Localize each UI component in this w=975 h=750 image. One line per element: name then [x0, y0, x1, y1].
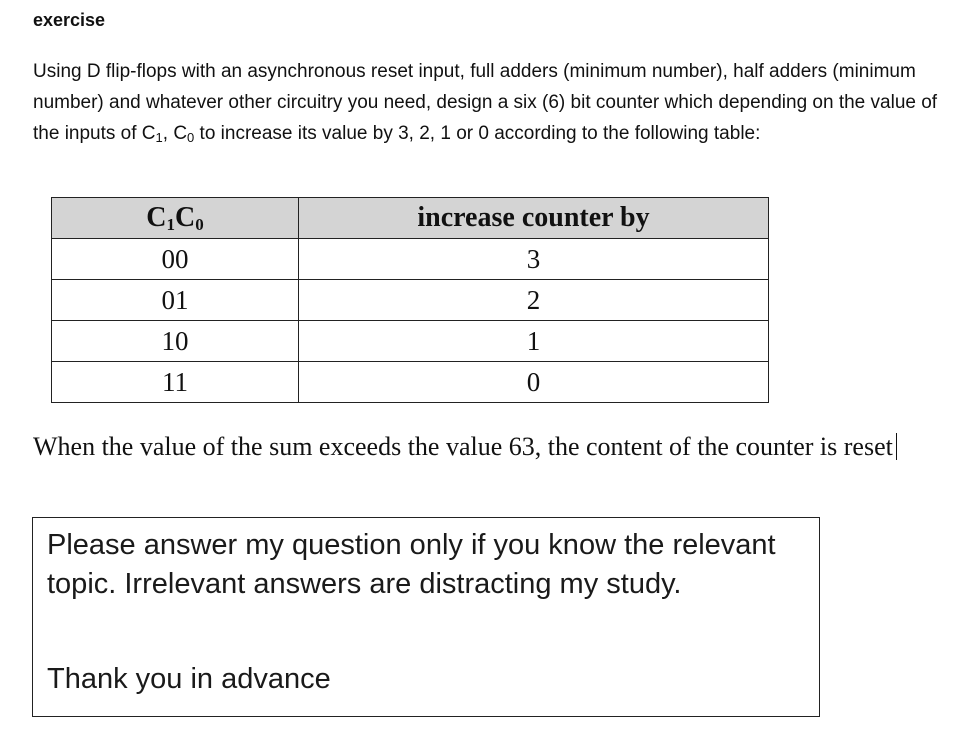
header-inputs	[52, 198, 299, 239]
cell-inputs: 00	[52, 239, 299, 280]
table-row	[52, 239, 769, 280]
exercise-description	[33, 56, 953, 149]
description-sub-1: 1	[155, 130, 163, 145]
reset-condition-text[interactable]	[33, 429, 953, 464]
table-header-row	[52, 198, 769, 239]
reset-condition-content: When the value of the sum exceeds the value 63, the content of the counter is reset	[33, 432, 893, 461]
table-row	[52, 321, 769, 362]
cell-increase: 3	[299, 239, 769, 280]
exercise-heading: exercise	[33, 10, 106, 30]
description-part2: to increase its value by 3, 2, 1 or 0 according to the following table:	[194, 123, 761, 144]
cell-inputs: 11	[52, 362, 299, 403]
note-request: Please answer my question only if you know the relevant topic. Irrelevant answers are distracting my study.	[47, 529, 776, 600]
header-c0-sub: 0	[195, 215, 204, 234]
description-separator: , C	[162, 123, 188, 144]
description-sub-0: 0	[187, 130, 195, 145]
header-increase: increase counter by	[299, 198, 769, 239]
cell-increase: 2	[299, 280, 769, 321]
cell-increase: 1	[299, 321, 769, 362]
cell-inputs: 01	[52, 280, 299, 321]
note-box	[32, 517, 820, 717]
description-part1: Using D flip-flops with an asynchronous reset input, full adders (minimum number), half adders (minimum number) and whatever other circuitry you need, design a six (6) bit counter which depending on the value of the inputs of C	[33, 61, 938, 144]
table-row	[52, 280, 769, 321]
note-thanks: Thank you in advance	[47, 663, 331, 695]
header-c1-sub: 1	[166, 215, 175, 234]
cell-inputs: 10	[52, 321, 299, 362]
table-row	[52, 362, 769, 403]
text-cursor	[896, 433, 897, 460]
header-c0-letter: C	[175, 202, 196, 233]
header-c1-letter: C	[146, 202, 167, 233]
increment-table	[51, 197, 769, 403]
cell-increase: 0	[299, 362, 769, 403]
